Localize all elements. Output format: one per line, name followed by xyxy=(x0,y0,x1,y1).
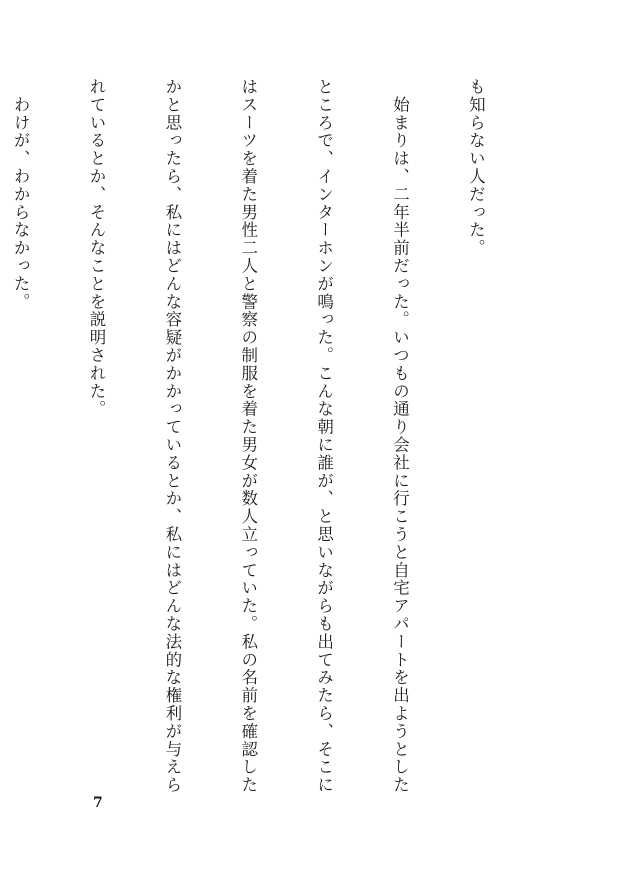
text-line-5: かと思ったら、私にはどんな容疑がかかっているとか、私にはどんな法的な権利が与えら xyxy=(162,78,182,794)
text-line-4: はスーツを着た男性二人と警察の制服を着た男女が数人立っていた。私の名前を確認した xyxy=(238,78,258,794)
text-line-3: ところで、インターホンが鳴った。こんな朝に誰が、と思いながらも出てみたら、そこに xyxy=(314,78,334,794)
text-line-1: も知らない人だった。 xyxy=(466,78,486,257)
text-line-6: れているとか、そんなことを説明された。 xyxy=(86,78,106,419)
page-number: 7 xyxy=(93,795,103,811)
text-line-7: わけが、わからなかった。 xyxy=(11,78,31,311)
text-line-2: 始まりは、二年半前だった。いつもの通り会社に行こうと自宅アパートを出ようとした xyxy=(390,78,410,794)
body-text xyxy=(0,78,539,794)
